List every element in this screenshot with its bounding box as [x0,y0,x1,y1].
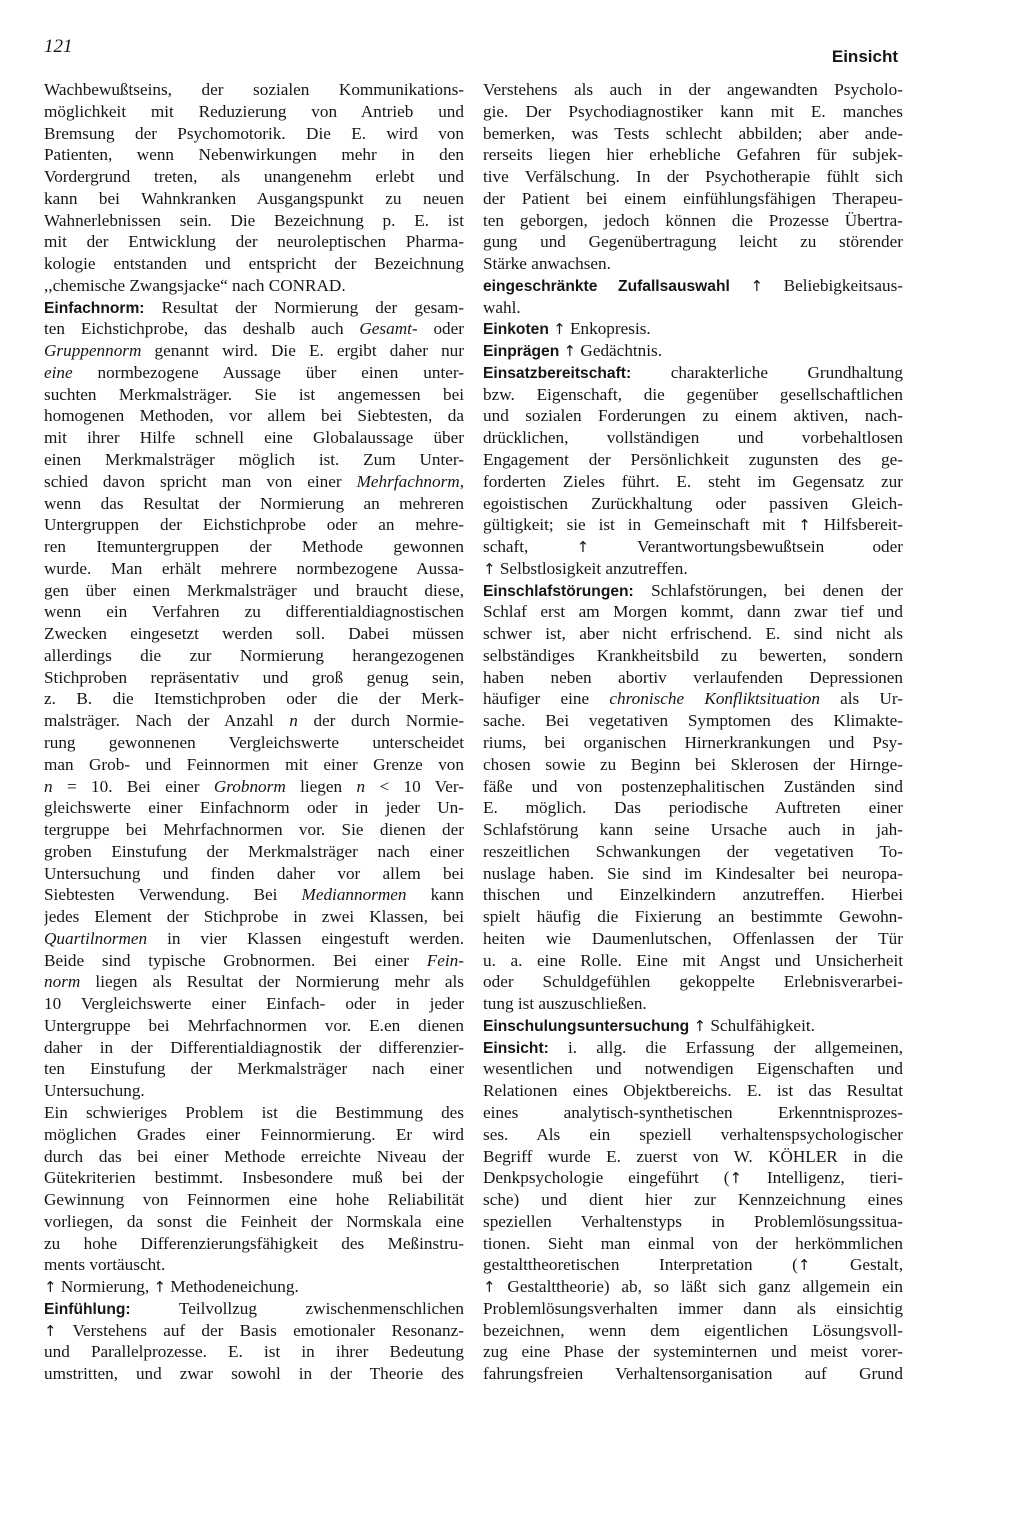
italic-term: Grobnorm [213,776,286,796]
text-line [44,384,464,406]
text-line [44,688,464,710]
text-run: Verstehens als auch in der angewandten Psycholo- [483,80,903,99]
text-run: 10 Vergleichswerte einer Einfach- oder in jeder [44,994,464,1014]
text-line [44,928,464,950]
text-run: und sozialen Forderungen zu einem aktiven, nach- [483,406,903,426]
text-run: tergruppe bei Mehrfachnormen vor. Sie dienen der [44,820,464,840]
text-run: Hilfsbereit- [810,515,903,535]
text-run: malsträger. Nach der Anzahl [44,711,290,731]
text-run: Teilvollzug zwischenmenschlichen [130,1298,464,1318]
text-line [44,623,464,645]
text-run: jedes Element der Stichprobe in zwei Klassen, bei [44,907,464,927]
text-line [483,1211,903,1233]
text-run: Untersuchung und finden daher vor allem bei [44,863,464,883]
text-line [44,797,464,819]
text-run: wesentlichen und notwendigen Eigenschaften und [483,1059,903,1079]
text-run: tionen. Sieht man einmal von der herkömmlichen [483,1233,903,1253]
text-run: ren Itemuntergruppen der Methode gewonnen [44,537,464,557]
text-run: , [459,471,464,491]
text-run: schwer ist, aber nicht erfrischend. E. sind nicht als [483,624,903,644]
right-column [483,79,903,1385]
text-run: einen Merkmalsträger möglich ist. Zum Unter- [44,450,464,470]
text-run: ments vortäuscht. [44,1255,166,1275]
text-run: Gütekriterien bestimmt. Insbesondere muß bei der [44,1168,464,1188]
text-line [44,1037,464,1059]
text-line [44,1363,464,1385]
text-line [483,1167,903,1189]
text-run: zu hohe Differenzierungsfähigkeit des Meßinstru- [44,1233,464,1253]
italic-term: Gesamt- [359,319,418,339]
text-line [483,318,903,340]
text-run: wenn das Resultat der Normierung an mehreren [44,493,464,513]
text-line [483,362,903,384]
text-line [483,601,903,623]
text-run: umstritten, und zwar sowohl in der Theorie des [44,1364,464,1384]
text-run: Relationen eines Objektbereichs. E. ist das Resultat [483,1081,903,1101]
text-run: drücklichen, vollständigen und vorbehaltlosen [483,428,903,448]
text-run: oder Schuldgefühlen gekoppelte Erlebnisverarbei- [483,972,903,992]
text-line [44,906,464,928]
text-line [483,493,903,515]
text-run: Verantwortungsbewußtsein oder [589,537,903,557]
text-line [44,166,464,188]
text-line [44,776,464,798]
text-run: Schlaf erst am Morgen kommt, dann zwar tief und [483,602,903,622]
text-line [44,253,464,275]
text-line [44,79,464,101]
text-run: eines analytisch-synthetischen Erkenntnisprozes- [483,1102,903,1122]
text-line [44,101,464,123]
text-line [44,601,464,623]
text-run: spielt häufig die Fixierung an bestimmte Gewohn- [483,907,903,927]
text-line [483,688,903,710]
text-run: reszeitlichen Schwankungen der vegetativen To- [483,841,903,861]
text-line [44,318,464,340]
entry-term: Einsatzbereitschaft: [483,364,632,382]
text-line [483,384,903,406]
text-line [483,449,903,471]
text-run: daher in der Differentialdiagnostik der differenzier- [44,1037,464,1057]
text-line [44,275,464,297]
text-line [483,1276,903,1298]
text-line [44,1080,464,1102]
text-line [483,906,903,928]
entry-term: Einsicht: [483,1039,549,1057]
text-run: Engagement der Persönlichkeit zugunsten des ge- [483,450,903,470]
text-run: fäße und von postenzephalitischen Zuständen sind [483,776,903,796]
text-line [483,1102,903,1124]
text-line [44,1058,464,1080]
text-run: Verstehens auf der Basis emotionaler Resonanz- [56,1320,464,1340]
entry-term: Einschlafstörungen: [483,582,634,600]
text-run: liegen als Resultat der Normierung mehr als [80,972,464,992]
text-run: Resultat der Normierung der gesam- [144,297,464,317]
text-run: in vier Klassen eingestuft werden. [147,928,464,948]
text-line [483,101,903,123]
text-run: Intelligenz, tieri- [742,1168,903,1188]
text-run: thischen und Einzelkindern anzutreffen. Hierbei [483,885,903,905]
text-line [483,405,903,427]
text-run: man Grob- und Feinnormen mit einer Grenze von [44,754,464,774]
text-run: Schulfähigkeit. [706,1015,815,1035]
text-run: charakterliche Grundhaltung [631,362,903,382]
text-run: sache. Bei vegetativen Symptomen des Klimakte- [483,711,903,731]
text-run: vorliegen, da sonst die Feinheit der Normskala eine [44,1211,464,1231]
text-line [44,471,464,493]
text-run: rung gewonnenen Vergleichswerte unterscheidet [44,732,464,752]
text-line [483,819,903,841]
italic-term: Mediannormen [301,885,407,905]
text-run: Untersuchung. [44,1081,145,1101]
cross-reference-arrow-icon: ↑ [750,276,764,295]
cross-reference-arrow-icon: ↑ [153,1278,167,1297]
text-line [44,645,464,667]
entry-term: Einfachnorm: [44,299,145,317]
italic-term: n [44,776,53,796]
text-run: ten Eichstichprobe, das deshalb auch [44,319,360,339]
text-run: haben neben abortiv verlaufenden Depressionen [483,667,903,687]
text-line [483,667,903,689]
text-run: Methodeneichung. [166,1277,299,1297]
text-line [483,1080,903,1102]
text-run: Gestalttheorie) ab, so läßt sich ganz allgemein ein [495,1277,903,1297]
text-run: tive Verfälschung. In der Psychotherapie fühlt sich [483,167,903,187]
text-line [44,580,464,602]
text-run: Gestalt, [810,1255,903,1275]
text-line [44,1276,464,1298]
text-run: riums, bei organischen Hirnerkrankungen und Psy- [483,732,903,752]
text-line [483,275,903,297]
italic-term: eine [44,362,73,382]
text-run: tung ist auszuschließen. [483,994,647,1014]
entry-term: Einschulungsuntersuchung [483,1017,690,1035]
text-line [44,1167,464,1189]
text-line [44,1320,464,1342]
text-run: mit der Entwicklung der neuroleptischen Pharma- [44,232,464,252]
text-line [44,1102,464,1124]
text-line [483,993,903,1015]
text-line [483,884,903,906]
text-line [44,297,464,319]
text-run: Schlafstörungen, bei denen der [633,580,903,600]
text-run: i. allg. die Erfassung der allgemeinen, [548,1037,903,1057]
text-line [483,732,903,754]
text-line [483,1189,903,1211]
text-line [483,123,903,145]
text-run: < 10 Ver- [365,776,464,796]
text-line [44,819,464,841]
text-line [483,297,903,319]
text-run: Wachbewußtseins, der sozialen Kommunikations- [44,80,464,99]
text-line [483,79,903,101]
text-run: bzw. Eigenschaft, die gegenüber gesellschaftlichen [483,384,903,404]
text-line [483,1341,903,1363]
text-line [44,1341,464,1363]
cross-reference-arrow-icon: ↑ [729,1169,743,1188]
text-line [44,1233,464,1255]
text-line [483,253,903,275]
text-run: mit ihrer Hilfe schnell eine Globalaussage über [44,428,464,448]
text-run: gleichswerte einer Einfachnorm oder in jeder Un- [44,798,464,818]
text-run: speziellen Verhaltenstyps in Problemlösungssitua- [483,1211,903,1231]
text-run: Siebtesten Verwendung. Bei [44,885,302,905]
italic-term: n [289,711,298,731]
text-line [483,863,903,885]
text-run: Problemlösungsverhalten immer dann als einsichtig [483,1298,903,1318]
cross-reference-arrow-icon: ↑ [553,320,566,339]
entry-term: eingeschränkte Zufallsauswahl [483,277,730,295]
text-run: durch das bei einer Methode erreichte Niveau der [44,1146,464,1166]
text-run: oder [417,319,464,339]
text-run: schied davon spricht man von einer [44,471,357,491]
text-run: genannt wird. Die E. ergibt daher nur [141,341,464,361]
text-line [483,928,903,950]
text-line [483,1146,903,1168]
text-line [44,1124,464,1146]
text-run: groben Einstufung der Merkmalsträger nach einer [44,841,464,861]
cross-reference-arrow-icon: ↑ [798,516,811,535]
text-run: egoistischen Zurückhaltung oder passiven Gleich- [483,493,903,513]
text-line [483,1233,903,1255]
text-run: Beliebigkeitsaus- [763,275,903,295]
entry-term: Einprägen [483,343,560,361]
text-run: selbständiges Krankheitsbild zu bewerten, sondern [483,645,903,665]
cross-reference-arrow-icon: ↑ [44,1278,57,1297]
text-line [44,449,464,471]
text-run: kologie entstanden und entspricht der Bezeichnung [44,254,464,274]
text-line [44,362,464,384]
text-run: heiten wie Daumenlutschen, Offenlassen der Tür [483,928,903,948]
text-run: bemerken, was Tests schlecht abbilden; aber ande- [483,123,903,143]
entry-term: Einfühlung: [44,1300,131,1318]
text-run: Vordergrund treten, als unangenehm erlebt und [44,167,464,187]
text-run: als Ur- [819,689,903,709]
text-line [483,1254,903,1276]
text-run: Untergruppe bei Mehrfachnormen vor. E.en dienen [44,1015,464,1035]
text-run: wenn ein Verfahren zu differentialdiagnostischen [44,602,464,622]
italic-term: Mehrfachnorm [356,471,460,491]
text-line [483,797,903,819]
text-run [730,276,751,295]
text-run: Bremsung der Psychomotorik. Die E. wird von [44,123,464,143]
text-run: homogenen Methoden, vor allem bei Siebtesten, da [44,406,464,426]
text-run: gen über einen Merkmalsträger und braucht diese, [44,580,464,600]
text-run: chosen sowie zu Beginn bei Sklerosen der Hirnge- [483,754,903,774]
text-line [44,514,464,536]
text-run: bezeichnen, wenn dem eigentlichen Lösungsvoll- [483,1320,903,1340]
entry-term: Einkoten [483,321,549,339]
text-run: wurde. Man erhält mehrere normbezogene Aussa- [44,558,464,578]
italic-term: norm [44,972,81,992]
text-line [483,144,903,166]
italic-term: Gruppennorm [44,341,142,361]
text-run: kann [406,885,464,905]
text-run: Wahnerlebnissen sein. Die Bezeichnung p. E. ist [44,210,464,230]
text-run: Gewinnung von Feinnormen eine hohe Reliabilität [44,1190,464,1210]
italic-term: Fein- [426,950,464,970]
text-run: und Parallelprozesse. E. ist in ihrer Bedeutung [44,1342,464,1362]
text-line [44,1298,464,1320]
text-run: ,,chemische Zwangsjacke“ nach CONRAD. [44,275,346,295]
text-run: kann bei Wahnkranken Ausgangspunkt zu neuen [44,188,464,208]
text-line [483,580,903,602]
text-run: gie. Der Psychodiagnostiker kann mit E. manches [483,101,903,121]
text-line [483,188,903,210]
text-run: der Patient bei einem einfühlungsfähigen Therapeu- [483,188,903,208]
cross-reference-arrow-icon: ↑ [693,1016,707,1035]
text-run: Stichproben repräsentativ und groß genug sein, [44,667,464,687]
text-run: schaft, [483,537,577,557]
text-run: Gedächtnis. [576,341,663,361]
text-run: nuslage haben. Sie sind im Kindesalter bei neuropa- [483,863,903,883]
text-line [483,754,903,776]
cross-reference-arrow-icon: ↑ [483,1278,496,1297]
text-run: Begriff wurde E. zuerst von W. KÖHLER in die [483,1146,903,1166]
text-run: der durch Normie- [297,711,464,731]
text-run: gung und Gegenübertragung leicht zu störender [483,232,903,252]
text-line [44,188,464,210]
text-run: Schlafstörung kann seine Ursache auch in jah- [483,820,903,840]
text-line [44,340,464,362]
italic-term: Quartilnormen [44,928,148,948]
text-run: suchten Merkmalsträger. Sie ist angemessen bei [44,384,464,404]
text-run: forderten Zieles führt. E. steht im Gegensatz zur [483,471,903,491]
cross-reference-arrow-icon: ↑ [576,538,590,557]
text-line [44,1146,464,1168]
text-run: = 10. Bei einer [52,776,214,796]
cross-reference-arrow-icon: ↑ [483,559,496,578]
text-line [483,471,903,493]
text-line [44,884,464,906]
text-line [44,144,464,166]
text-run: Untergruppen der Eichstichprobe oder an mehre- [44,515,464,535]
text-line [44,558,464,580]
text-line [44,732,464,754]
text-line [483,1320,903,1342]
text-run: normbezogene Aussage über einen unter- [72,362,464,382]
italic-term: n [356,776,366,796]
text-line [44,1189,464,1211]
text-line [483,971,903,993]
text-run: Zwecken eingesetzt werden soll. Dabei müssen [44,624,464,644]
text-line [483,710,903,732]
text-line [44,754,464,776]
text-line [44,667,464,689]
text-line [44,950,464,972]
text-run: u. a. eine Rolle. Eine mit Angst und Unsicherheit [483,950,903,970]
text-line [483,1037,903,1059]
text-line [44,536,464,558]
page-number: 121 [44,36,73,57]
text-line [483,841,903,863]
text-run: Ein schwieriges Problem ist die Bestimmung des [44,1102,464,1122]
text-line [483,1015,903,1037]
text-run: wahl. [483,297,521,317]
text-line [44,710,464,732]
text-line [483,1124,903,1146]
cross-reference-arrow-icon: ↑ [797,1256,811,1275]
text-line [483,645,903,667]
text-line [44,1015,464,1037]
text-line [44,841,464,863]
text-run: liegen [285,776,357,796]
text-run: ses. Als ein speziell verhaltenspsychologischer [483,1124,903,1144]
text-line [44,123,464,145]
cross-reference-arrow-icon: ↑ [44,1321,57,1340]
text-line [44,427,464,449]
text-run: Normierung, [56,1277,154,1297]
text-line [483,427,903,449]
text-line [483,623,903,645]
text-run: möglichkeit mit Reduzierung von Antrieb und [44,101,464,121]
text-run: rerseits liegen hier erhebliche Gefahren für subjek- [483,145,903,165]
text-line [483,340,903,362]
left-column [44,79,464,1385]
text-line [44,1211,464,1233]
text-line [483,558,903,580]
text-run: ten Einstufung der Merkmalsträger nach einer [44,1059,464,1079]
running-head: Einsicht [831,47,898,66]
text-run: Beide sind typische Grobnormen. Bei einer [44,950,427,970]
text-run: E. möglich. Das periodische Auftreten einer [483,798,903,818]
text-run: Enkopresis. [565,319,651,339]
text-run: fahrungsfreien Verhaltensorganisation auf Grund [483,1364,903,1384]
italic-term: chronische Konfliktsituation [609,689,820,709]
text-line [483,166,903,188]
text-line [44,863,464,885]
text-line [483,1298,903,1320]
text-line [44,493,464,515]
text-line [483,514,903,536]
text-run: gestalttheoretischen Interpretation ( [483,1255,798,1275]
text-run: Patienten, wenn Nebenwirkungen mehr in den [44,145,464,165]
text-line [44,405,464,427]
text-run: z. B. die Itemstichproben oder die der Merk- [44,689,464,709]
text-line [483,231,903,253]
text-line [44,971,464,993]
text-line [483,776,903,798]
text-run: sche) und dient hier zur Kennzeichnung eines [483,1190,903,1210]
text-line [483,210,903,232]
text-run: allerdings die zur Normierung herangezogenen [44,645,464,665]
text-run: gültigkeit; sie ist in Gemeinschaft mit [483,515,799,535]
text-run: Selbstlosigkeit anzutreffen. [495,558,688,578]
cross-reference-arrow-icon: ↑ [563,342,577,361]
text-run: ten geborgen, jedoch können die Prozesse Übertra- [483,210,903,230]
text-run: Stärke anwachsen. [483,254,611,274]
text-run: möglichen Grades einer Feinnormierung. Er wird [44,1124,464,1144]
text-line [44,993,464,1015]
text-line [483,1058,903,1080]
text-line [483,536,903,558]
text-line [483,1363,903,1385]
text-run: Denkpsychologie eingeführt ( [483,1168,730,1188]
text-run: zug eine Phase der systeminternen und meist vorer- [483,1342,903,1362]
text-line [44,210,464,232]
text-line [44,1254,464,1276]
text-line [483,950,903,972]
text-run: häufiger eine [483,689,610,709]
text-line [44,231,464,253]
